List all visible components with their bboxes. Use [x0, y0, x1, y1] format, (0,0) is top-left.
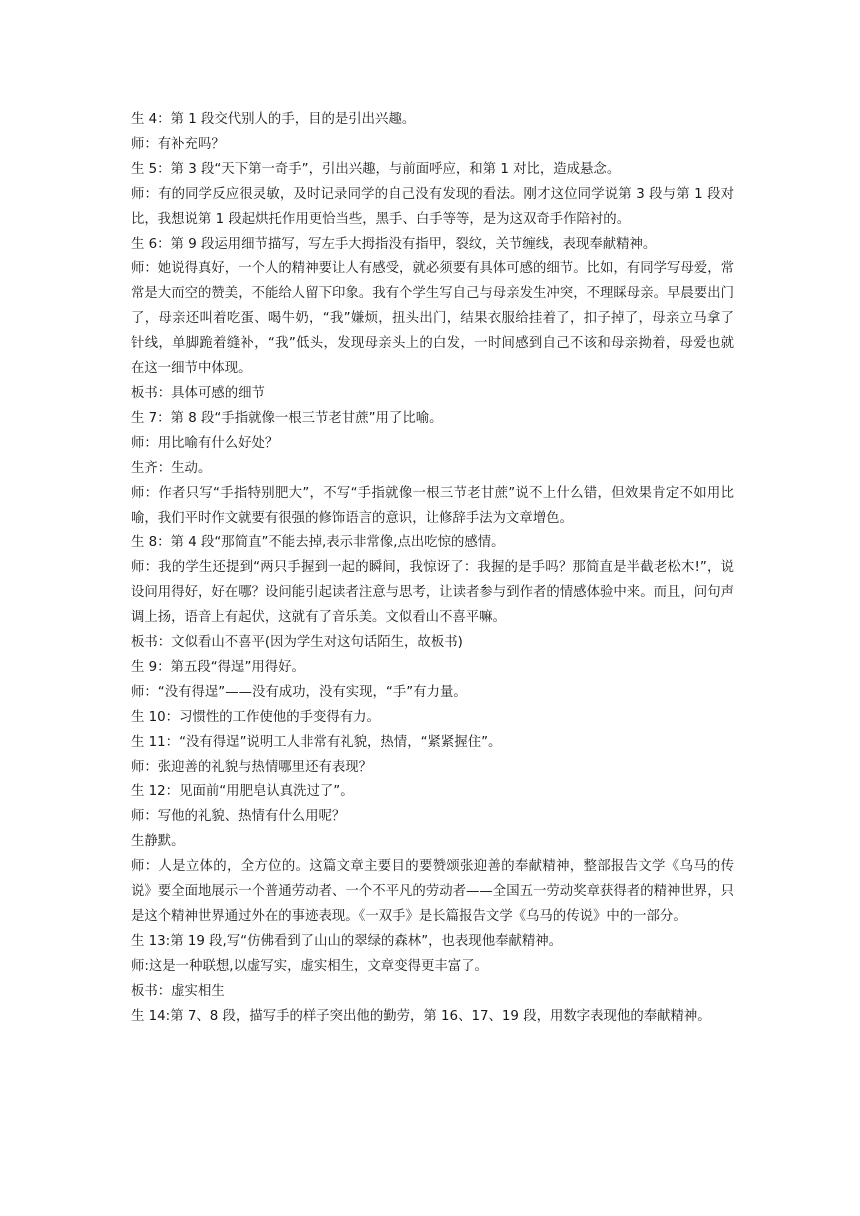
paragraph: 师：写他的礼貌、热情有什么用呢？: [131, 809, 346, 825]
paragraph: 生 7：第 8 段“手指就像一根三节老甘蔗”用了比喻。: [131, 410, 443, 426]
board-note: 板书：虚实相生: [131, 983, 225, 999]
paragraph: 生 11：“没有得逞”说明工人非常有礼貌，热情，“紧紧握住”。: [131, 734, 502, 750]
board-note: 板书：具体可感的细节: [131, 385, 265, 401]
paragraph: 生 6：第 9 段运用细节描写，写左手大拇指没有指甲，裂纹，关节缠线，表现奉献精神。: [131, 236, 657, 252]
paragraph: 生 12：见面前“用肥皂认真洗过了”。: [131, 784, 354, 800]
paragraph: 师：张迎善的礼貌与热情哪里还有表现？: [131, 759, 373, 775]
paragraph: 生 13:第 19 段,写“仿佛看到了山山的翠绿的森林”，也表现他奉献精神。: [131, 933, 563, 949]
paragraph: 师：有补充吗？: [131, 136, 225, 152]
paragraph: 师：人是立体的，全方位的。这篇文章主要目的要赞颂张迎善的奉献精神，整部报告文学《乌马的传说》要全面地展示一个普通劳动者、一个不平凡的劳动者——全国五一劳动奖章获得者的精神世界，只是这个精神世界通过外在的事迹表现。《一双手》是长篇报告文学《乌马的传说》中的一部分。: [131, 859, 734, 924]
paragraph: 生 9：第五段“得逞”用得好。: [131, 659, 305, 675]
document-page: [131, 108, 734, 1030]
paragraph: 师：有的同学反应很灵敏，及时记录同学的自己没有发现的看法。刚才这位同学说第 3 段与第 1 段对比，我想说第 1 段起烘托作用更恰当些，黑手、白手等等，是为这双奇手作陪衬的。: [131, 186, 734, 227]
paragraph: 师：“没有得逞”——没有成功，没有实现，“手”有力量。: [131, 684, 467, 700]
paragraph: 生 10：习惯性的工作使他的手变得有力。: [131, 709, 380, 725]
board-note: 板书：文似看山不喜平(因为学生对这句话陌生，故板书): [131, 635, 463, 651]
paragraph: 生 4：第 1 段交代别人的手，目的是引出兴趣。: [131, 112, 416, 127]
paragraph: 生 5：第 3 段“天下第一奇手”，引出兴趣，与前面呼应，和第 1 对比，造成悬念。: [131, 161, 621, 177]
paragraph: 生 14:第 7、8 段，描写手的样子突出他的勤劳，第 16、17、19 段，用数字表现他的奉献精神。: [131, 1008, 711, 1024]
paragraph: 师：我的学生还提到“两只手握到一起的瞬间，我惊讶了：我握的是手吗？那简直是半截老松木!”，说设问用得好，好在哪？设问能引起读者注意与思考，让读者参与到作者的情感体验中来。而且，问句声调上扬，语音上有起伏，这就有了音乐美。文似看山不喜平嘛。: [131, 560, 734, 626]
paragraph: 生 8：第 4 段“那简直”不能去掉,表示非常像,点出吃惊的感情。: [131, 535, 505, 551]
paragraph: 师：用比喻有什么好处？: [131, 435, 279, 451]
paragraph: 师：作者只写“手指特别肥大”，不写“手指就像一根三节老甘蔗”说不上什么错，但效果肯定不如用比喻，我们平时作文就要有很强的修饰语言的意识，让修辞手法为文章增色。: [131, 485, 734, 526]
paragraph: 生齐：生动。: [131, 460, 212, 476]
paragraph: 生静默。: [131, 834, 185, 850]
paragraph: 师:这是一种联想,以虚写实，虚实相生，文章变得更丰富了。: [131, 958, 488, 974]
paragraph: 师：她说得真好，一个人的精神要让人有感受，就必须要有具体可感的细节。比如，有同学写母爱，常常是大而空的赞美，不能给人留下印象。我有个学生写自己与母亲发生冲突，不理睬母亲。早晨要出门了，母亲还叫着吃蛋、喝牛奶，“我”嫌烦，扭头出门，结果衣服给挂着了，扣子掉了，母亲立马拿了针线，单脚跪着缝补，“我”低头，发现母亲头上的白发，一时间感到自己不该和母亲拗着，母爱也就在这一细节中体现。: [131, 261, 734, 377]
